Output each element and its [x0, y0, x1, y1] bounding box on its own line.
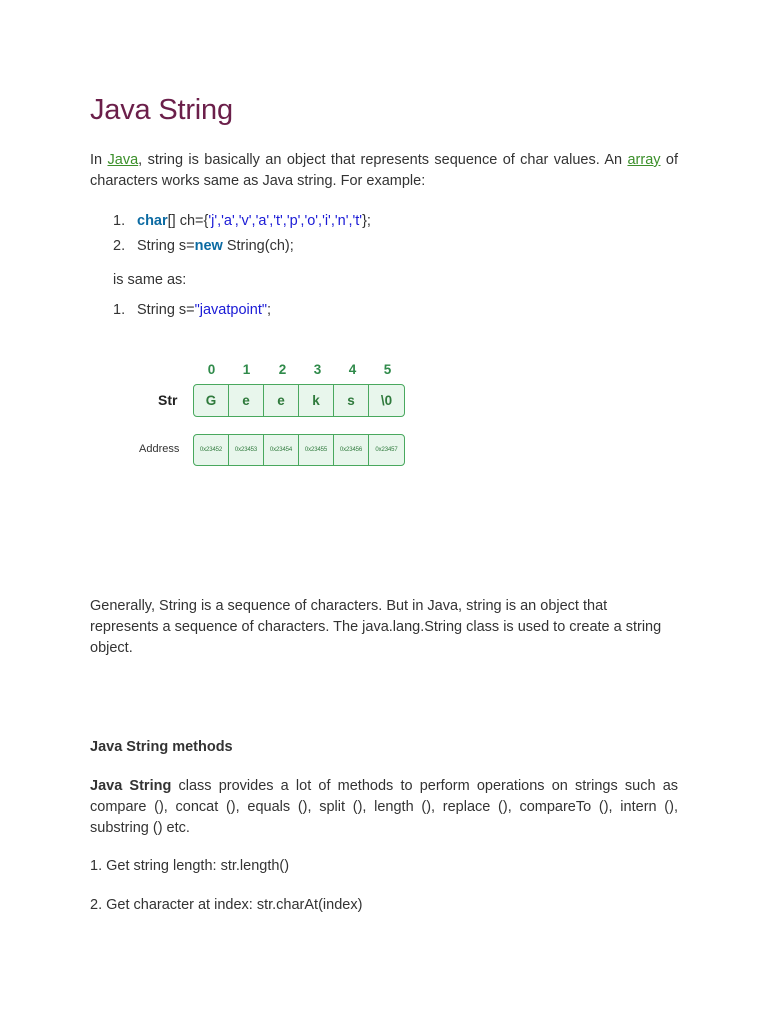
- line-number: 1.: [113, 302, 126, 318]
- code-text: [] ch={: [167, 213, 209, 229]
- code-text: String s=: [137, 302, 195, 318]
- index-label: 3: [313, 362, 322, 377]
- code-line-2: [90, 238, 294, 254]
- methods-text: class provides a lot of methods to perform operations on strings such as compare (), concat (), equals (), split (), length (), replace (), compareTo (), intern (), substring () etc.: [90, 778, 679, 836]
- char-cell: e: [229, 385, 264, 416]
- address-cell: 0x23454: [264, 435, 299, 465]
- methods-bold-text: Java String: [90, 778, 172, 794]
- char-cells: [193, 384, 405, 417]
- code-text: ;: [267, 302, 272, 318]
- address-row-label: Address: [139, 443, 180, 455]
- methods-paragraph: [90, 776, 678, 839]
- intro-text-pre: In: [90, 152, 108, 168]
- methods-heading: Java String methods: [90, 739, 233, 755]
- keyword-new: new: [194, 238, 223, 254]
- char-cell: k: [299, 385, 334, 416]
- index-label: 5: [383, 362, 392, 377]
- code-line-3: [90, 302, 271, 318]
- method-item-1: 1. Get string length: str.length(): [90, 858, 290, 874]
- code-line-1: [90, 213, 371, 229]
- address-cells: [193, 434, 405, 466]
- char-cell: \0: [380, 393, 393, 408]
- index-label: 4: [348, 362, 357, 377]
- code-text: };: [362, 213, 371, 229]
- char-cell: e: [264, 385, 299, 416]
- same-as-text: is same as:: [113, 272, 187, 288]
- string-memory-diagram: [130, 350, 440, 495]
- code-string: "javatpoint": [194, 302, 267, 318]
- index-label: 2: [278, 362, 287, 377]
- address-cell: 0x23456: [334, 435, 369, 465]
- index-label: 1: [242, 362, 251, 377]
- code-string-chars: 'j','a','v','a','t','p','o','i','n','t': [208, 213, 363, 229]
- string-description-paragraph: Generally, String is a sequence of characters. But in Java, string is an object that represents a sequence of characters. The java.lang.String class is used to create a string object.: [90, 598, 662, 656]
- line-number: 1.: [113, 213, 126, 229]
- intro-text-mid: , string is basically an object that represents sequence of char values. An: [138, 152, 628, 168]
- keyword-char: char: [137, 213, 168, 229]
- intro-paragraph: [90, 150, 678, 192]
- index-label: 0: [207, 362, 216, 377]
- page-title: Java String: [90, 94, 233, 126]
- line-number: 2.: [113, 238, 126, 254]
- intro-text-post: of characters works same as Java string. For example:: [90, 152, 679, 189]
- method-item-2: 2. Get character at index: str.charAt(index): [90, 897, 363, 913]
- char-cell: G: [194, 385, 229, 416]
- java-link[interactable]: Java: [107, 152, 139, 168]
- address-cell: 0x23452: [194, 435, 229, 465]
- char-cell: s: [334, 385, 369, 416]
- address-cell: 0x23457: [375, 447, 398, 453]
- address-cell: 0x23455: [299, 435, 334, 465]
- code-text: String s=: [137, 238, 195, 254]
- str-row-label: Str: [158, 392, 178, 408]
- address-cell: 0x23453: [229, 435, 264, 465]
- code-text: String(ch);: [222, 238, 294, 254]
- array-link[interactable]: array: [627, 152, 661, 168]
